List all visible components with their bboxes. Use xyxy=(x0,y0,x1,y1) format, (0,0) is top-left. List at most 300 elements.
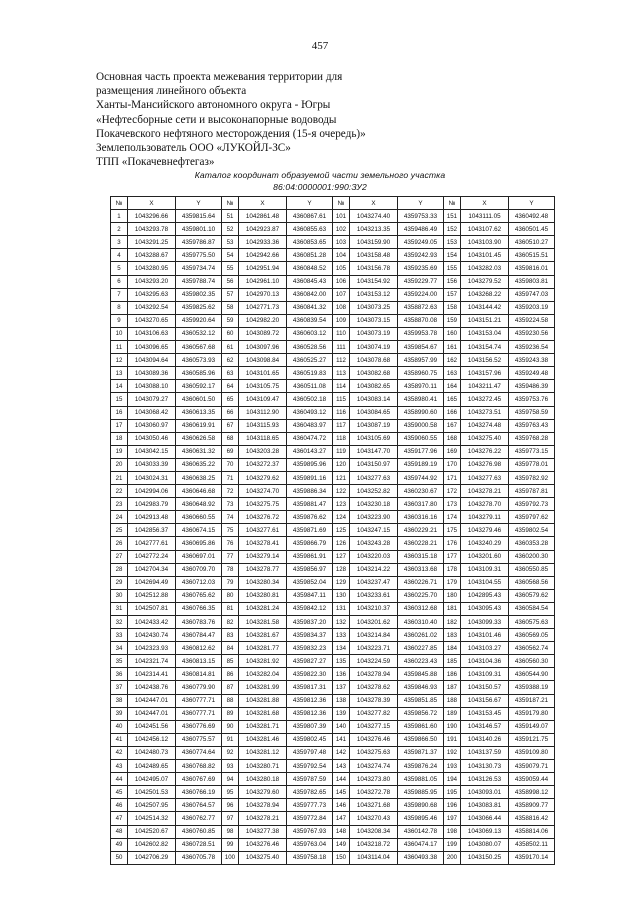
x-coordinate-cell: 1043154.74 xyxy=(461,341,509,354)
point-number-cell: 16 xyxy=(111,406,128,419)
x-coordinate-cell: 1043279.62 xyxy=(239,471,287,484)
catalog-title: Каталог координат образуемой части земельного участка xyxy=(194,170,446,180)
point-number-cell: 173 xyxy=(444,498,461,511)
point-number-cell: 103 xyxy=(333,236,350,249)
x-coordinate-cell: 1043276.46 xyxy=(239,838,287,851)
y-coordinate-cell: 4359243.38 xyxy=(509,354,555,367)
point-number-cell: 55 xyxy=(222,262,239,275)
y-coordinate-cell: 4359775.50 xyxy=(176,249,222,262)
y-coordinate-cell: 4359876.62 xyxy=(287,511,333,524)
y-coordinate-cell: 4359000.58 xyxy=(398,419,444,432)
point-number-cell: 126 xyxy=(333,537,350,550)
point-number-cell: 190 xyxy=(444,720,461,733)
x-coordinate-cell: 1043144.42 xyxy=(461,301,509,314)
x-coordinate-cell: 1043096.65 xyxy=(128,341,176,354)
x-coordinate-cell: 1043211.47 xyxy=(461,380,509,393)
x-coordinate-cell: 1043101.46 xyxy=(461,629,509,642)
table-row xyxy=(111,223,555,236)
y-coordinate-cell: 4360813.15 xyxy=(176,655,222,668)
point-number-cell: 139 xyxy=(333,707,350,720)
y-coordinate-cell: 4359886.34 xyxy=(287,485,333,498)
table-row xyxy=(111,288,555,301)
x-coordinate-cell: 1043109.47 xyxy=(239,393,287,406)
table-row xyxy=(111,668,555,681)
x-coordinate-cell: 1043214.22 xyxy=(350,563,398,576)
point-number-cell: 20 xyxy=(111,458,128,471)
y-coordinate-cell: 4359792.73 xyxy=(509,498,555,511)
point-number-cell: 46 xyxy=(111,799,128,812)
x-coordinate-cell: 1043280.81 xyxy=(239,589,287,602)
x-coordinate-cell: 1043295.63 xyxy=(128,288,176,301)
x-coordinate-cell: 1042321.74 xyxy=(128,655,176,668)
x-coordinate-cell: 1043223.71 xyxy=(350,642,398,655)
y-coordinate-cell: 4360228.21 xyxy=(398,537,444,550)
x-coordinate-cell: 1042447.01 xyxy=(128,694,176,707)
point-number-cell: 54 xyxy=(222,249,239,262)
x-coordinate-cell: 1043281.88 xyxy=(239,694,287,707)
y-coordinate-cell: 4360544.90 xyxy=(509,668,555,681)
point-number-cell: 153 xyxy=(444,236,461,249)
x-coordinate-cell: 1043278.21 xyxy=(239,812,287,825)
point-number-cell: 64 xyxy=(222,380,239,393)
x-coordinate-cell: 1043277.15 xyxy=(350,720,398,733)
y-coordinate-cell: 4359177.96 xyxy=(398,445,444,458)
table-row xyxy=(111,616,555,629)
point-number-cell: 111 xyxy=(333,341,350,354)
point-number-cell: 196 xyxy=(444,799,461,812)
point-number-cell: 160 xyxy=(444,327,461,340)
x-coordinate-cell: 1043107.62 xyxy=(461,223,509,236)
y-coordinate-cell: 4358909.77 xyxy=(509,799,555,812)
x-coordinate-cell: 1043066.44 xyxy=(461,812,509,825)
y-coordinate-cell: 4360695.86 xyxy=(176,537,222,550)
point-number-cell: 98 xyxy=(222,825,239,838)
x-coordinate-cell: 1043105.75 xyxy=(239,380,287,393)
x-coordinate-cell: 1043069.13 xyxy=(461,825,509,838)
point-number-cell: 127 xyxy=(333,550,350,563)
point-number-cell: 132 xyxy=(333,616,350,629)
x-coordinate-cell: 1043281.71 xyxy=(239,720,287,733)
x-coordinate-cell: 1042433.42 xyxy=(128,616,176,629)
header-line: Ханты-Мансийского автономного округа - Югры xyxy=(96,99,331,112)
column-header: № xyxy=(222,197,239,210)
y-coordinate-cell: 4359249.05 xyxy=(398,236,444,249)
x-coordinate-cell: 1043247.15 xyxy=(350,524,398,537)
point-number-cell: 105 xyxy=(333,262,350,275)
x-coordinate-cell: 1042514.32 xyxy=(128,812,176,825)
x-coordinate-cell: 1042895.43 xyxy=(461,589,509,602)
point-number-cell: 15 xyxy=(111,393,128,406)
point-number-cell: 8 xyxy=(111,301,128,314)
y-coordinate-cell: 4359109.80 xyxy=(509,746,555,759)
y-coordinate-cell: 4360766.35 xyxy=(176,602,222,615)
table-row xyxy=(111,262,555,275)
x-coordinate-cell: 1043106.63 xyxy=(128,327,176,340)
header-line: Землепользователь ООО «ЛУКОЙЛ-ЗС» xyxy=(96,142,291,155)
x-coordinate-cell: 1043104.36 xyxy=(461,655,509,668)
column-header: X xyxy=(239,197,287,210)
point-number-cell: 38 xyxy=(111,694,128,707)
point-number-cell: 144 xyxy=(333,773,350,786)
x-coordinate-cell: 1042771.73 xyxy=(239,301,287,314)
x-coordinate-cell: 1043277.63 xyxy=(350,471,398,484)
x-coordinate-cell: 1043140.26 xyxy=(461,733,509,746)
x-coordinate-cell: 1043073.25 xyxy=(350,301,398,314)
point-number-cell: 33 xyxy=(111,629,128,642)
point-number-cell: 156 xyxy=(444,275,461,288)
table-row xyxy=(111,773,555,786)
y-coordinate-cell: 4359856.72 xyxy=(398,707,444,720)
point-number-cell: 170 xyxy=(444,458,461,471)
point-number-cell: 75 xyxy=(222,524,239,537)
point-number-cell: 182 xyxy=(444,616,461,629)
x-coordinate-cell: 1043279.11 xyxy=(461,511,509,524)
y-coordinate-cell: 4359767.93 xyxy=(287,825,333,838)
point-number-cell: 102 xyxy=(333,223,350,236)
y-coordinate-cell: 4359788.74 xyxy=(176,275,222,288)
x-coordinate-cell: 1043201.60 xyxy=(461,550,509,563)
y-coordinate-cell: 4358998.12 xyxy=(509,786,555,799)
x-coordinate-cell: 1043240.29 xyxy=(461,537,509,550)
x-coordinate-cell: 1042704.34 xyxy=(128,563,176,576)
x-coordinate-cell: 1043277.82 xyxy=(350,707,398,720)
x-coordinate-cell: 1043278.39 xyxy=(350,694,398,707)
y-coordinate-cell: 4360317.80 xyxy=(398,498,444,511)
point-number-cell: 53 xyxy=(222,236,239,249)
header-line: «Нефтесборные сети и высоконапорные водоводы xyxy=(96,113,337,126)
y-coordinate-cell: 4359059.44 xyxy=(509,773,555,786)
table-row xyxy=(111,236,555,249)
x-coordinate-cell: 1043218.72 xyxy=(350,838,398,851)
x-coordinate-cell: 1043109.31 xyxy=(461,668,509,681)
y-coordinate-cell: 4359802.35 xyxy=(176,288,222,301)
point-number-cell: 133 xyxy=(333,629,350,642)
x-coordinate-cell: 1043272.78 xyxy=(350,786,398,799)
y-coordinate-cell: 4359224.58 xyxy=(509,314,555,327)
x-coordinate-cell: 1043156.78 xyxy=(350,262,398,275)
table-row xyxy=(111,642,555,655)
point-number-cell: 25 xyxy=(111,524,128,537)
x-coordinate-cell: 1043243.28 xyxy=(350,537,398,550)
y-coordinate-cell: 4359149.07 xyxy=(509,720,555,733)
y-coordinate-cell: 4360705.78 xyxy=(176,851,222,864)
y-coordinate-cell: 4359768.28 xyxy=(509,432,555,445)
point-number-cell: 11 xyxy=(111,341,128,354)
x-coordinate-cell: 1042456.12 xyxy=(128,733,176,746)
y-coordinate-cell: 4359187.21 xyxy=(509,694,555,707)
x-coordinate-cell: 1043288.67 xyxy=(128,249,176,262)
x-coordinate-cell: 1043109.31 xyxy=(461,563,509,576)
x-coordinate-cell: 1043233.61 xyxy=(350,589,398,602)
y-coordinate-cell: 4360841.32 xyxy=(287,301,333,314)
y-coordinate-cell: 4360227.85 xyxy=(398,642,444,655)
y-coordinate-cell: 4360569.05 xyxy=(509,629,555,642)
y-coordinate-cell: 4359876.24 xyxy=(398,760,444,773)
point-number-cell: 189 xyxy=(444,707,461,720)
y-coordinate-cell: 4360315.18 xyxy=(398,550,444,563)
point-number-cell: 23 xyxy=(111,498,128,511)
x-coordinate-cell: 1042861.48 xyxy=(239,210,287,223)
y-coordinate-cell: 4358957.99 xyxy=(398,354,444,367)
point-number-cell: 149 xyxy=(333,838,350,851)
table-row xyxy=(111,354,555,367)
point-number-cell: 87 xyxy=(222,681,239,694)
point-number-cell: 188 xyxy=(444,694,461,707)
point-number-cell: 123 xyxy=(333,498,350,511)
x-coordinate-cell: 1042480.73 xyxy=(128,746,176,759)
x-coordinate-cell: 1043213.35 xyxy=(350,223,398,236)
y-coordinate-cell: 4360519.83 xyxy=(287,367,333,380)
point-number-cell: 47 xyxy=(111,812,128,825)
point-number-cell: 65 xyxy=(222,393,239,406)
x-coordinate-cell: 1043082.68 xyxy=(350,367,398,380)
table-row xyxy=(111,707,555,720)
point-number-cell: 84 xyxy=(222,642,239,655)
point-number-cell: 31 xyxy=(111,602,128,615)
y-coordinate-cell: 4360592.17 xyxy=(176,380,222,393)
column-header: Y xyxy=(509,197,555,210)
point-number-cell: 174 xyxy=(444,511,461,524)
y-coordinate-cell: 4359861.60 xyxy=(398,720,444,733)
point-number-cell: 94 xyxy=(222,773,239,786)
point-number-cell: 36 xyxy=(111,668,128,681)
y-coordinate-cell: 4359803.81 xyxy=(509,275,555,288)
y-coordinate-cell: 4360845.43 xyxy=(287,275,333,288)
point-number-cell: 69 xyxy=(222,445,239,458)
table-row xyxy=(111,786,555,799)
y-coordinate-cell: 4360532.12 xyxy=(176,327,222,340)
x-coordinate-cell: 1043079.27 xyxy=(128,393,176,406)
x-coordinate-cell: 1042706.29 xyxy=(128,851,176,864)
point-number-cell: 21 xyxy=(111,471,128,484)
y-coordinate-cell: 4360579.62 xyxy=(509,589,555,602)
point-number-cell: 128 xyxy=(333,563,350,576)
y-coordinate-cell: 4359747.03 xyxy=(509,288,555,301)
y-coordinate-cell: 4360762.77 xyxy=(176,812,222,825)
point-number-cell: 82 xyxy=(222,616,239,629)
y-coordinate-cell: 4359224.00 xyxy=(398,288,444,301)
x-coordinate-cell: 1043089.36 xyxy=(128,367,176,380)
y-coordinate-cell: 4360474.72 xyxy=(287,432,333,445)
point-number-cell: 140 xyxy=(333,720,350,733)
y-coordinate-cell: 4360867.61 xyxy=(287,210,333,223)
table-row xyxy=(111,511,555,524)
table-row xyxy=(111,432,555,445)
x-coordinate-cell: 1043150.25 xyxy=(461,851,509,864)
y-coordinate-cell: 4360842.00 xyxy=(287,288,333,301)
x-coordinate-cell: 1043280.95 xyxy=(128,262,176,275)
point-number-cell: 159 xyxy=(444,314,461,327)
x-coordinate-cell: 1043088.10 xyxy=(128,380,176,393)
table-row xyxy=(111,367,555,380)
point-number-cell: 109 xyxy=(333,314,350,327)
x-coordinate-cell: 1043276.98 xyxy=(461,458,509,471)
y-coordinate-cell: 4360851.28 xyxy=(287,249,333,262)
table-body xyxy=(111,210,555,865)
x-coordinate-cell: 1043278.94 xyxy=(350,668,398,681)
y-coordinate-cell: 4359827.27 xyxy=(287,655,333,668)
table-row xyxy=(111,327,555,340)
header-line: ТПП «Покачевнефтегаз» xyxy=(96,156,215,169)
x-coordinate-cell: 1043293.20 xyxy=(128,275,176,288)
x-coordinate-cell: 1042495.07 xyxy=(128,773,176,786)
y-coordinate-cell: 4360313.68 xyxy=(398,563,444,576)
point-number-cell: 45 xyxy=(111,786,128,799)
y-coordinate-cell: 4359787.81 xyxy=(509,485,555,498)
point-number-cell: 163 xyxy=(444,367,461,380)
point-number-cell: 76 xyxy=(222,537,239,550)
point-number-cell: 124 xyxy=(333,511,350,524)
point-number-cell: 169 xyxy=(444,445,461,458)
point-number-cell: 134 xyxy=(333,642,350,655)
y-coordinate-cell: 4359895.46 xyxy=(398,812,444,825)
x-coordinate-cell: 1043281.24 xyxy=(239,602,287,615)
point-number-cell: 129 xyxy=(333,576,350,589)
point-number-cell: 78 xyxy=(222,563,239,576)
point-number-cell: 67 xyxy=(222,419,239,432)
point-number-cell: 1 xyxy=(111,210,128,223)
x-coordinate-cell: 1043281.12 xyxy=(239,746,287,759)
x-coordinate-cell: 1043271.68 xyxy=(350,799,398,812)
point-number-cell: 35 xyxy=(111,655,128,668)
y-coordinate-cell: 4359744.92 xyxy=(398,471,444,484)
x-coordinate-cell: 1043101.65 xyxy=(239,367,287,380)
y-coordinate-cell: 4360776.69 xyxy=(176,720,222,733)
x-coordinate-cell: 1042951.94 xyxy=(239,262,287,275)
point-number-cell: 136 xyxy=(333,668,350,681)
point-number-cell: 179 xyxy=(444,576,461,589)
x-coordinate-cell: 1042430.74 xyxy=(128,629,176,642)
y-coordinate-cell: 4360550.85 xyxy=(509,563,555,576)
y-coordinate-cell: 4360631.32 xyxy=(176,445,222,458)
point-number-cell: 13 xyxy=(111,367,128,380)
column-header: № xyxy=(333,197,350,210)
point-number-cell: 177 xyxy=(444,550,461,563)
y-coordinate-cell: 4360648.92 xyxy=(176,498,222,511)
y-coordinate-cell: 4358814.06 xyxy=(509,825,555,838)
point-number-cell: 155 xyxy=(444,262,461,275)
point-number-cell: 187 xyxy=(444,681,461,694)
point-number-cell: 118 xyxy=(333,432,350,445)
x-coordinate-cell: 1043033.39 xyxy=(128,458,176,471)
y-coordinate-cell: 4359797.48 xyxy=(287,746,333,759)
point-number-cell: 71 xyxy=(222,471,239,484)
point-number-cell: 110 xyxy=(333,327,350,340)
x-coordinate-cell: 1043103.90 xyxy=(461,236,509,249)
y-coordinate-cell: 4360502.18 xyxy=(287,393,333,406)
y-coordinate-cell: 4359121.75 xyxy=(509,733,555,746)
point-number-cell: 80 xyxy=(222,589,239,602)
column-header: № xyxy=(111,197,128,210)
point-number-cell: 120 xyxy=(333,458,350,471)
x-coordinate-cell: 1043281.58 xyxy=(239,616,287,629)
y-coordinate-cell: 4359229.77 xyxy=(398,275,444,288)
point-number-cell: 81 xyxy=(222,602,239,615)
point-number-cell: 193 xyxy=(444,760,461,773)
x-coordinate-cell: 1043097.96 xyxy=(239,341,287,354)
y-coordinate-cell: 4360619.91 xyxy=(176,419,222,432)
y-coordinate-cell: 4360603.12 xyxy=(287,327,333,340)
point-number-cell: 122 xyxy=(333,485,350,498)
point-number-cell: 73 xyxy=(222,498,239,511)
table-row xyxy=(111,314,555,327)
x-coordinate-cell: 1043084.65 xyxy=(350,406,398,419)
x-coordinate-cell: 1042507.81 xyxy=(128,602,176,615)
point-number-cell: 18 xyxy=(111,432,128,445)
point-number-cell: 42 xyxy=(111,746,128,759)
point-number-cell: 62 xyxy=(222,354,239,367)
y-coordinate-cell: 4359179.80 xyxy=(509,707,555,720)
y-coordinate-cell: 4358870.08 xyxy=(398,314,444,327)
point-number-cell: 52 xyxy=(222,223,239,236)
page-number: 457 xyxy=(311,40,329,52)
point-number-cell: 121 xyxy=(333,471,350,484)
y-coordinate-cell: 4359786.87 xyxy=(176,236,222,249)
x-coordinate-cell: 1043201.62 xyxy=(350,616,398,629)
y-coordinate-cell: 4360784.47 xyxy=(176,629,222,642)
y-coordinate-cell: 4360585.96 xyxy=(176,367,222,380)
y-coordinate-cell: 4359249.48 xyxy=(509,367,555,380)
point-number-cell: 198 xyxy=(444,825,461,838)
x-coordinate-cell: 1043118.65 xyxy=(239,432,287,445)
table-row xyxy=(111,681,555,694)
y-coordinate-cell: 4360848.52 xyxy=(287,262,333,275)
x-coordinate-cell: 1043126.53 xyxy=(461,773,509,786)
point-number-cell: 176 xyxy=(444,537,461,550)
y-coordinate-cell: 4360646.68 xyxy=(176,485,222,498)
point-number-cell: 162 xyxy=(444,354,461,367)
x-coordinate-cell: 1042438.76 xyxy=(128,681,176,694)
point-number-cell: 90 xyxy=(222,720,239,733)
y-coordinate-cell: 4359772.84 xyxy=(287,812,333,825)
x-coordinate-cell: 1043279.14 xyxy=(239,550,287,563)
y-coordinate-cell: 4359753.33 xyxy=(398,210,444,223)
x-coordinate-cell: 1043087.19 xyxy=(350,419,398,432)
y-coordinate-cell: 4360353.28 xyxy=(509,537,555,550)
y-coordinate-cell: 4360568.56 xyxy=(509,576,555,589)
point-number-cell: 119 xyxy=(333,445,350,458)
y-coordinate-cell: 4360774.64 xyxy=(176,746,222,759)
x-coordinate-cell: 1043275.75 xyxy=(239,498,287,511)
x-coordinate-cell: 1043083.14 xyxy=(350,393,398,406)
x-coordinate-cell: 1042447.01 xyxy=(128,707,176,720)
y-coordinate-cell: 4358872.63 xyxy=(398,301,444,314)
x-coordinate-cell: 1042512.88 xyxy=(128,589,176,602)
point-number-cell: 34 xyxy=(111,642,128,655)
y-coordinate-cell: 4360765.62 xyxy=(176,589,222,602)
y-coordinate-cell: 4360584.54 xyxy=(509,602,555,615)
y-coordinate-cell: 4359060.55 xyxy=(398,432,444,445)
x-coordinate-cell: 1043281.68 xyxy=(239,707,287,720)
point-number-cell: 29 xyxy=(111,576,128,589)
point-number-cell: 107 xyxy=(333,288,350,301)
y-coordinate-cell: 4359816.01 xyxy=(509,262,555,275)
point-number-cell: 22 xyxy=(111,485,128,498)
y-coordinate-cell: 4359817.31 xyxy=(287,681,333,694)
point-number-cell: 171 xyxy=(444,471,461,484)
x-coordinate-cell: 1042602.82 xyxy=(128,838,176,851)
y-coordinate-cell: 4360200.30 xyxy=(509,550,555,563)
x-coordinate-cell: 1043080.07 xyxy=(461,838,509,851)
y-coordinate-cell: 4359852.04 xyxy=(287,576,333,589)
y-coordinate-cell: 4359871.69 xyxy=(287,524,333,537)
x-coordinate-cell: 1043278.41 xyxy=(239,537,287,550)
point-number-cell: 192 xyxy=(444,746,461,759)
table-row xyxy=(111,655,555,668)
point-number-cell: 37 xyxy=(111,681,128,694)
y-coordinate-cell: 4359891.16 xyxy=(287,471,333,484)
y-coordinate-cell: 4359881.47 xyxy=(287,498,333,511)
